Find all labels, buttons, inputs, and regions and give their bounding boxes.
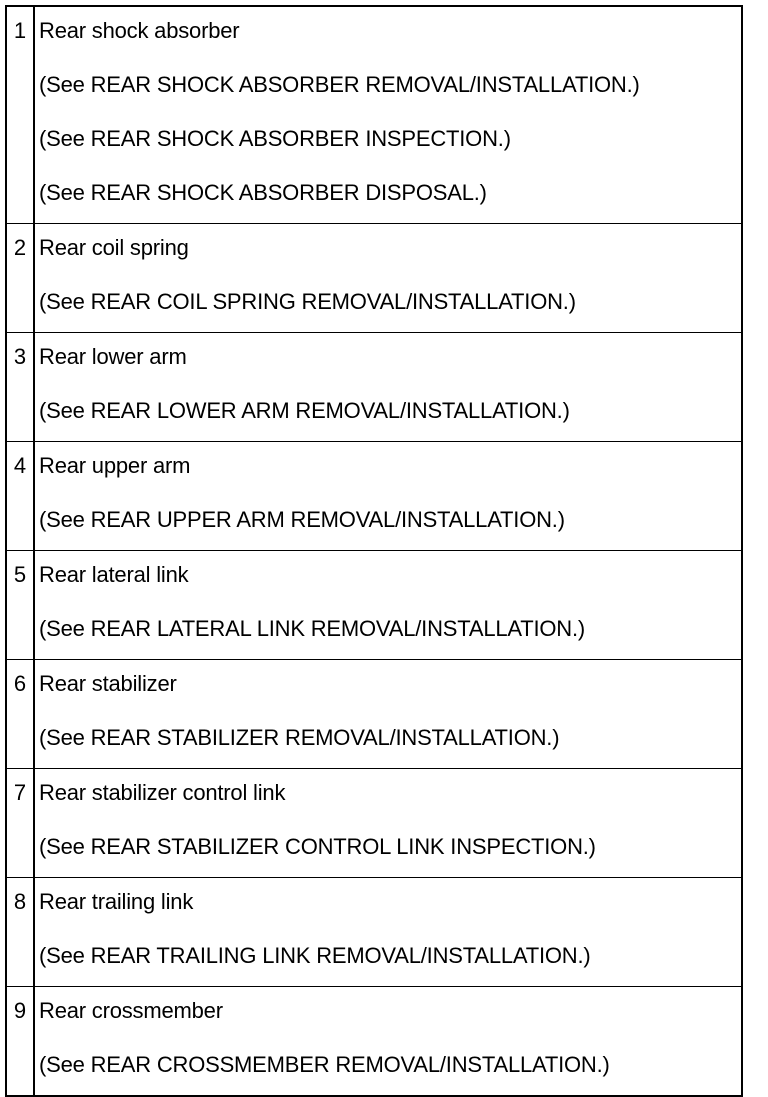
table-row [7, 7, 741, 223]
item-content [35, 224, 741, 332]
item-content [35, 878, 741, 986]
item-name: Rear stabilizer control link [39, 780, 286, 805]
item-name: Rear trailing link [39, 889, 194, 914]
table-row [7, 550, 741, 659]
reference-link[interactable]: (See REAR TRAILING LINK REMOVAL/INSTALLATION.) [39, 943, 591, 968]
item-name: Rear upper arm [39, 453, 191, 478]
item-content [35, 442, 741, 550]
reference-link[interactable]: (See REAR LATERAL LINK REMOVAL/INSTALLATION.) [39, 616, 586, 641]
item-name: Rear stabilizer [39, 671, 177, 696]
item-name: Rear shock absorber [39, 18, 240, 43]
item-number: 1 [7, 7, 35, 223]
item-number: 8 [7, 878, 35, 986]
reference-link[interactable]: (See REAR COIL SPRING REMOVAL/INSTALLATION.) [39, 289, 576, 314]
item-name: Rear coil spring [39, 235, 189, 260]
item-number: 2 [7, 224, 35, 332]
table-row [7, 659, 741, 768]
reference-link[interactable]: (See REAR SHOCK ABSORBER REMOVAL/INSTALLATION.) [39, 72, 640, 97]
table-row [7, 877, 741, 986]
item-number: 5 [7, 551, 35, 659]
table-row [7, 332, 741, 441]
table-row [7, 223, 741, 332]
item-name: Rear crossmember [39, 998, 223, 1023]
item-number: 3 [7, 333, 35, 441]
reference-link[interactable]: (See REAR STABILIZER REMOVAL/INSTALLATION.) [39, 725, 560, 750]
table-row [7, 441, 741, 550]
item-name: Rear lower arm [39, 344, 187, 369]
parts-table [5, 5, 743, 1097]
reference-link[interactable]: (See REAR CROSSMEMBER REMOVAL/INSTALLATION.) [39, 1052, 610, 1077]
item-number: 6 [7, 660, 35, 768]
item-content [35, 769, 741, 877]
table-row [7, 986, 741, 1095]
reference-link[interactable]: (See REAR LOWER ARM REMOVAL/INSTALLATION.) [39, 398, 570, 423]
item-content [35, 333, 741, 441]
reference-link[interactable]: (See REAR UPPER ARM REMOVAL/INSTALLATION.) [39, 507, 565, 532]
item-number: 7 [7, 769, 35, 877]
item-name: Rear lateral link [39, 562, 189, 587]
item-content [35, 551, 741, 659]
item-number: 9 [7, 987, 35, 1095]
item-content [35, 660, 741, 768]
reference-link[interactable]: (See REAR STABILIZER CONTROL LINK INSPECTION.) [39, 834, 596, 859]
table-row [7, 768, 741, 877]
item-content [35, 987, 741, 1095]
reference-link[interactable]: (See REAR SHOCK ABSORBER DISPOSAL.) [39, 180, 487, 205]
reference-link[interactable]: (See REAR SHOCK ABSORBER INSPECTION.) [39, 126, 511, 151]
item-number: 4 [7, 442, 35, 550]
item-content [35, 7, 741, 223]
